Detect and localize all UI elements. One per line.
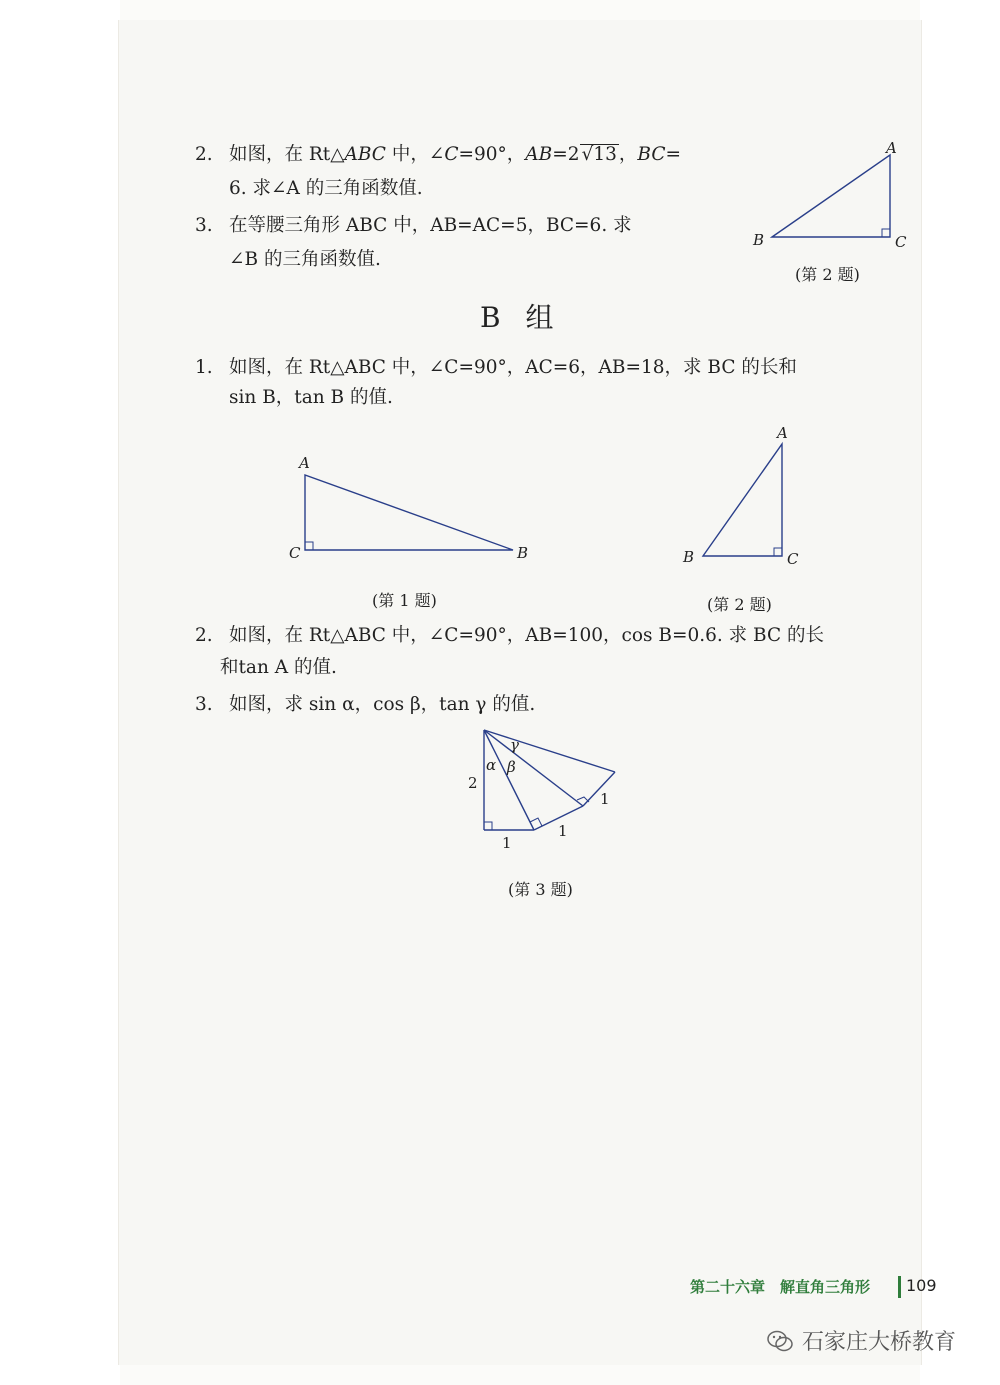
figure-b2-triangle bbox=[678, 420, 808, 570]
problem-text: 在等腰三角形 ABC 中，AB=AC=5，BC=6. 求 bbox=[229, 215, 632, 236]
triangle-shape bbox=[772, 155, 890, 237]
footer-divider bbox=[898, 1276, 901, 1298]
problem-a2-line1 bbox=[195, 142, 681, 168]
figure-b3-caption: (第 3 题) bbox=[508, 880, 573, 899]
problem-b1-line2: sin B，tan B 的值. bbox=[229, 387, 393, 408]
angle-label-beta: β bbox=[507, 758, 516, 776]
side-label-1: 1 bbox=[502, 834, 512, 852]
text: =90°， bbox=[458, 144, 526, 165]
problem-b2-line1 bbox=[195, 623, 824, 649]
sqrt-expression: √13 bbox=[581, 144, 617, 165]
problem-number: 1. bbox=[195, 357, 213, 378]
scan-margin-right bbox=[920, 0, 1000, 1385]
right-angle-mark bbox=[305, 542, 313, 550]
side-label-2: 2 bbox=[468, 774, 478, 792]
triangle-shape bbox=[703, 444, 782, 556]
hypotenuse-2 bbox=[484, 730, 583, 806]
problem-number: 2. bbox=[195, 144, 213, 165]
hypotenuse-1 bbox=[484, 730, 534, 830]
problem-number: 2. bbox=[195, 625, 213, 646]
problem-b2-line2: 和tan A 的值. bbox=[220, 657, 337, 678]
side-label-1: 1 bbox=[558, 822, 568, 840]
angle-label-alpha: α bbox=[486, 756, 497, 774]
problem-a3-line2: ∠B 的三角函数值. bbox=[229, 249, 381, 270]
problem-b1-line1 bbox=[195, 355, 797, 381]
side-label-1: 1 bbox=[600, 790, 610, 808]
text: C bbox=[444, 144, 459, 165]
figure-b3-triangles bbox=[462, 722, 632, 852]
vertex-label-b: B bbox=[683, 548, 695, 566]
vertex-label-b: B bbox=[753, 231, 765, 249]
hypotenuse-3 bbox=[484, 730, 615, 772]
vertex-label-b: B bbox=[517, 544, 529, 562]
vertex-label-c: C bbox=[895, 233, 907, 250]
vertex-label-a: A bbox=[886, 139, 897, 157]
problem-b3-line1 bbox=[195, 692, 535, 718]
problem-text: 如图，在 Rt△ABC 中，∠C=90°，AC=6，AB=18，求 BC 的长和 bbox=[229, 357, 797, 378]
text: = bbox=[665, 144, 682, 165]
watermark bbox=[766, 1325, 956, 1356]
vertex-label-c: C bbox=[787, 550, 799, 568]
section-b-title: B 组 bbox=[480, 301, 562, 334]
chapter-title: 第二十六章 解直角三角形 bbox=[690, 1278, 871, 1296]
page-number: 109 bbox=[906, 1276, 937, 1295]
vertex-label-a: A bbox=[777, 424, 788, 442]
problem-number: 3. bbox=[195, 694, 213, 715]
text: 如图，在 Rt△ bbox=[229, 144, 345, 165]
angle-label-gamma: γ bbox=[510, 736, 519, 754]
text: 中，∠ bbox=[385, 144, 445, 165]
figure-b1-caption: (第 1 题) bbox=[372, 591, 437, 610]
text: ， bbox=[618, 144, 638, 165]
right-angle-mark bbox=[484, 822, 492, 830]
vertex-label-c: C bbox=[289, 544, 301, 562]
figure-a2-caption: (第 2 题) bbox=[795, 265, 860, 284]
problem-a3-line1 bbox=[195, 213, 632, 239]
triangle-shape bbox=[305, 475, 513, 550]
vertex-label-a: A bbox=[299, 454, 310, 472]
problem-text: 如图，求 sin α，cos β，tan γ 的值. bbox=[229, 694, 536, 715]
watermark-text: 石家庄大桥教育 bbox=[802, 1330, 957, 1355]
right-angle-mark bbox=[774, 548, 782, 556]
text: =2 bbox=[552, 144, 580, 165]
problem-number: 3. bbox=[195, 215, 213, 236]
problem-text: 如图，在 Rt△ABC 中，∠C=90°，AB=100，cos B=0.6. 求 BC 的长 bbox=[229, 625, 825, 646]
wechat-icon bbox=[766, 1329, 794, 1353]
figure-b2-caption: (第 2 题) bbox=[707, 595, 772, 614]
sqrt-radicand: 13 bbox=[593, 144, 617, 165]
text: ABC bbox=[344, 144, 386, 165]
scan-margin-left bbox=[0, 0, 120, 1385]
right-angle-mark bbox=[882, 229, 890, 237]
problem-a2-line2: 6. 求∠A 的三角函数值. bbox=[229, 178, 423, 199]
text: AB bbox=[525, 144, 553, 165]
figure-a2-triangle bbox=[745, 135, 915, 250]
figure-b1-triangle bbox=[285, 450, 545, 568]
text: BC bbox=[637, 144, 666, 165]
